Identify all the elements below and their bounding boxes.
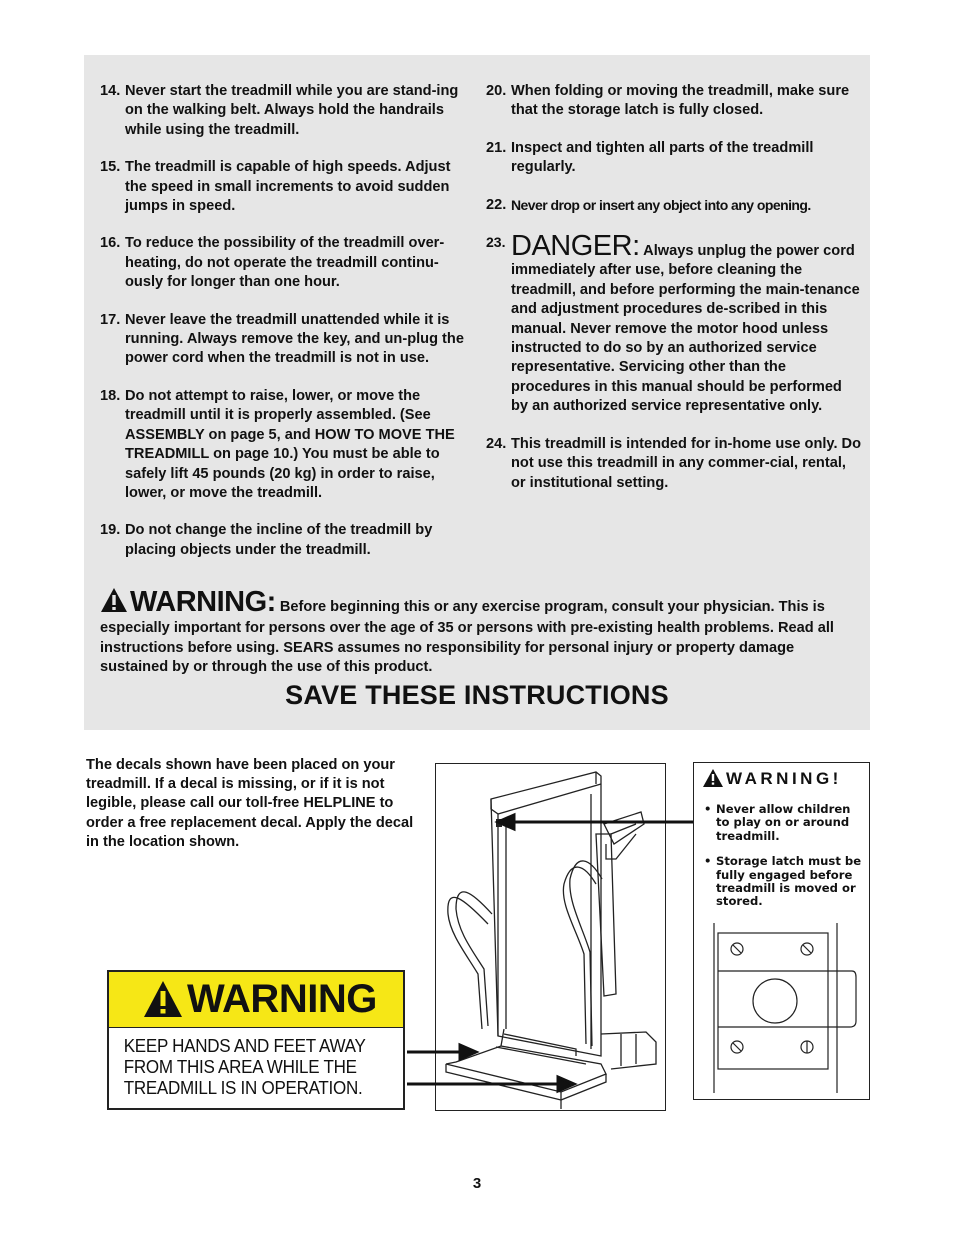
- item-text: Do not change the incline of the treadmill by placing objects under the treadmill.: [125, 522, 433, 558]
- decal-intro: The decals shown have been placed on your treadmill. If a decal is missing, or if it is not legible, please call our toll-free HELPLINE to order a free replacement decal. Apply the decal in the location shown.: [86, 757, 414, 850]
- item-text: The treadmill is capable of high speeds. Adjust the speed in small increments to avoid sudden jumps in speed.: [125, 159, 451, 215]
- item-number: 15.: [100, 159, 121, 176]
- item-number: 14.: [100, 83, 121, 99]
- danger-text: Always unplug the power cord immediately after use, before cleaning the treadmill, and before performing the main-tenance and adjustment procedures de-scribed in this manual. Never remove the motor hood unless instructed to do so by an authorized service representative. Servicing other than the procedures in this manual should be performed by an authorized service representative only.: [511, 243, 860, 415]
- warning-label: WARNING:: [130, 586, 276, 618]
- item-text: To reduce the possibility of the treadmill over-heating, do not operate the treadmill continu-ously for longer than one hour.: [125, 235, 445, 291]
- save-instructions-heading: SAVE THESE INSTRUCTIONS: [285, 680, 669, 710]
- item-text: Inspect and tighten all parts of the treadmill regularly.: [511, 139, 814, 176]
- item-text: Never leave the treadmill unattended while it is running. Always remove the key, and un-plug the power cord when the treadmill is not in use.: [125, 311, 464, 367]
- item-text: Never drop or insert any object into any opening.: [511, 196, 811, 213]
- item-number: 22.: [486, 196, 507, 213]
- item-text: This treadmill is intended for in-home use only. Do not use this treadmill in any commer-cial, rental, or institutional setting.: [511, 435, 862, 491]
- yellow-decal-title: WARNING: [187, 977, 377, 1021]
- item-text: Never start the treadmill while you are stand-ing on the walking belt. Always hold the handrails while using the treadmill.: [125, 83, 459, 138]
- item-number: 24.: [486, 435, 507, 452]
- bullet-text: Never allow children to play on or around treadmill.: [716, 802, 851, 843]
- item-number: 19.: [100, 522, 121, 539]
- decal-line: TREADMILL IS IN OPERATION.: [123, 1077, 363, 1098]
- item-number: 20.: [486, 83, 507, 99]
- item-text: Do not attempt to raise, lower, or move the treadmill until it is properly assembled. (See ASSEMBLY on page 5, and HOW TO MOVE THE TREADMILL on page 10.) You must be able to safely lift 45 pounds (20 kg) in order to raise, lower, or move the treadmill.: [125, 387, 455, 501]
- bullet-icon: •: [704, 854, 712, 869]
- decal-line: FROM THIS AREA WHILE THE: [123, 1056, 357, 1077]
- item-number: 21.: [486, 139, 507, 156]
- decal-line: KEEP HANDS AND FEET AWAY: [123, 1035, 366, 1056]
- warning-text: Before beginning this or any exercise program, consult your physician. This is especially important for persons over the age of 35 or persons with pre-existing health problems. Read all instructions before using. SEARS assumes no responsibility for personal injury or property damage sustained by or through the use of this product.: [100, 599, 834, 676]
- item-text: When folding or moving the treadmill, make sure that the storage latch is fully closed.: [511, 83, 850, 119]
- bullet-text: Storage latch must be fully engaged before treadmill is moved or stored.: [716, 854, 862, 909]
- item-number: 16.: [100, 235, 121, 252]
- side-decal-title-text: WARNING!: [726, 769, 842, 788]
- item-number: 17.: [100, 311, 121, 328]
- item-number: 18.: [100, 387, 121, 404]
- page-number: 3: [472, 1175, 482, 1192]
- item-number: 23.: [486, 234, 506, 251]
- danger-label: DANGER:: [511, 230, 640, 263]
- bullet-icon: •: [704, 802, 712, 816]
